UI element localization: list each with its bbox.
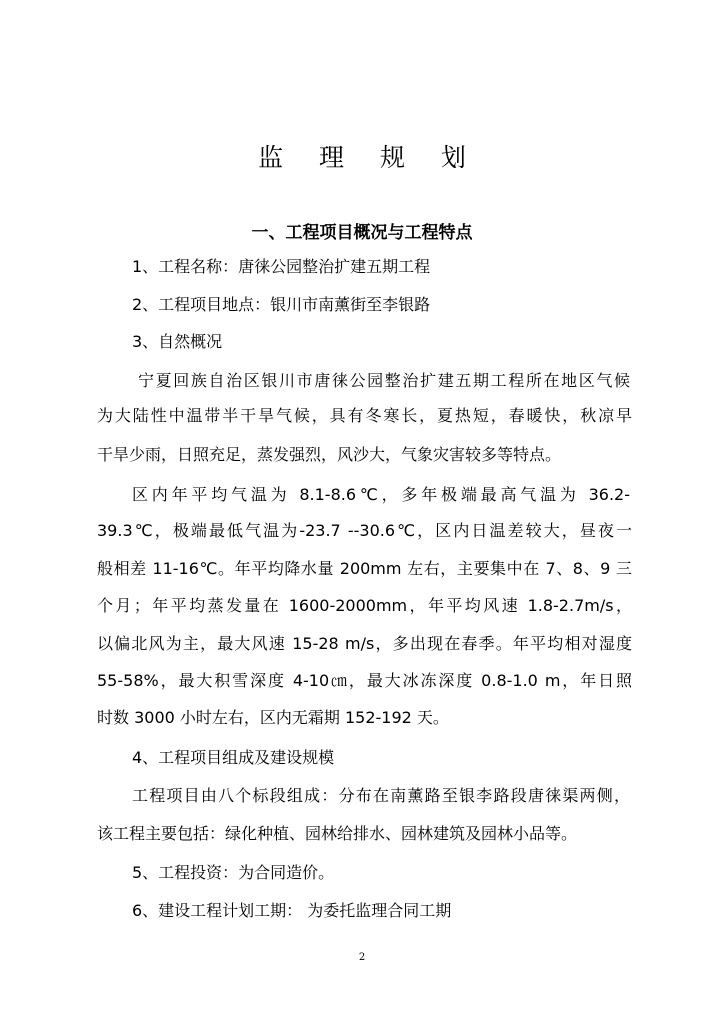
paragraph-line: 为大陆性中温带半干旱气候，具有冬寒长，夏热短，春暖快，秋凉早 xyxy=(97,406,632,425)
item-project-location: 2、工程项目地点：银川市南薰街至李银路 xyxy=(132,295,431,314)
document-title: 监 理 规 划 xyxy=(258,143,480,172)
item-construction-period: 6、建设工程计划工期： 为委托监理合同工期 xyxy=(132,901,452,920)
item-project-composition: 4、工程项目组成及建设规模 xyxy=(132,748,335,767)
paragraph-line: 个月；年平均蒸发量在 1600-2000mm，年平均风速 1.8-2.7m/s， xyxy=(97,596,632,615)
page-number: 2 xyxy=(358,952,366,963)
paragraph-line: 时数 3000 小时左右，区内无霜期 152-192 天。 xyxy=(97,708,449,727)
paragraph-line: 般相差 11-16℃。年平均降水量 200mm 左右，主要集中在 7、8、9 三 xyxy=(97,559,632,578)
paragraph-line: 干旱少雨，日照充足，蒸发强烈，风沙大，气象灾害较多等特点。 xyxy=(97,445,562,464)
item-project-name: 1、工程名称：唐徕公园整治扩建五期工程 xyxy=(132,257,431,276)
paragraph-line: 以偏北风为主，最大风速 15-28 m/s，多出现在春季。年平均相对湿度 xyxy=(97,634,632,653)
item-natural-overview: 3、自然概况 xyxy=(132,332,223,351)
paragraph-line: 宁夏回族自治区银川市唐徕公园整治扩建五期工程所在地区气候 xyxy=(138,371,630,390)
paragraph-line: 工程项目由八个标段组成：分布在南薰路至银李路段唐徕渠两侧， xyxy=(132,786,630,805)
paragraph-line: 39.3℃，极端最低气温为-23.7 --30.6℃，区内日温差较大，昼夜一 xyxy=(97,521,632,540)
paragraph-line: 区内年平均气温为 8.1-8.6℃，多年极端最高气温为 36.2- xyxy=(132,485,630,504)
item-project-investment: 5、工程投资：为合同造价。 xyxy=(132,863,335,882)
paragraph-line: 55-58%，最大积雪深度 4-10㎝，最大冰冻深度 0.8-1.0 m，年日照 xyxy=(97,671,632,690)
paragraph-line: 该工程主要包括：绿化种植、园林给排水、园林建筑及园林小品等。 xyxy=(97,824,578,843)
section-heading: 一、工程项目概况与工程特点 xyxy=(251,223,473,243)
